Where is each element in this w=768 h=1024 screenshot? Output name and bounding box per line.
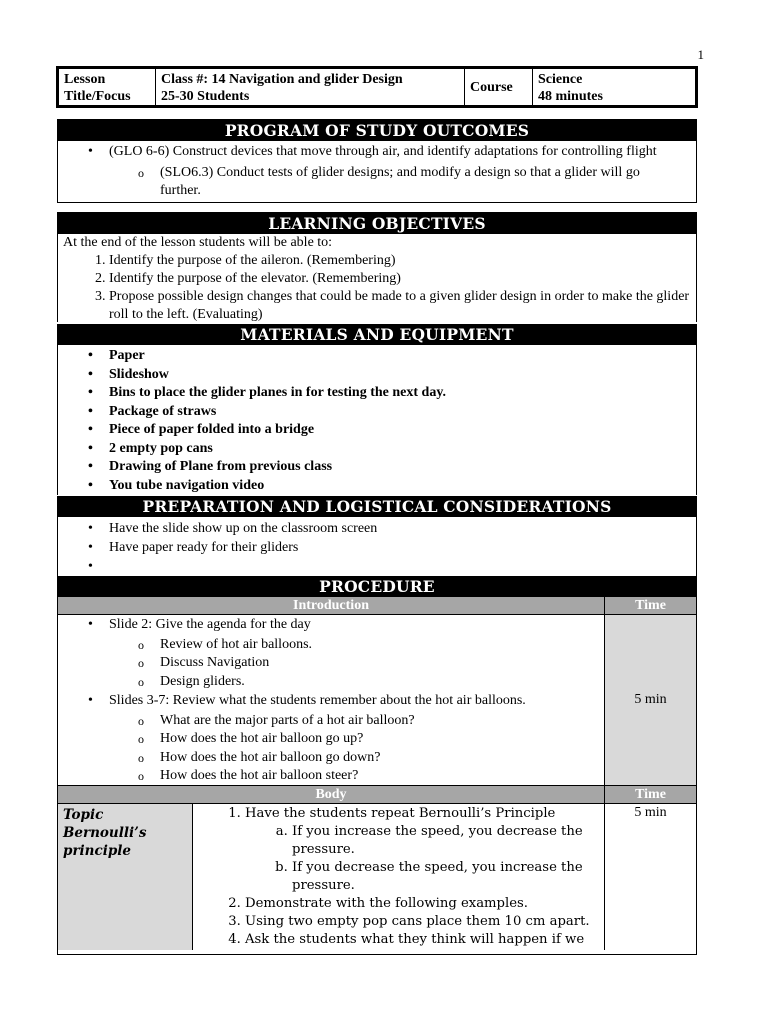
body-step: 3. Using two empty pop cans place them 10 cm apart. [245, 913, 604, 931]
procedure-section [57, 576, 697, 955]
intro-time-cell [605, 615, 696, 785]
outcomes-section [57, 119, 697, 203]
body-time-value: 5 min [634, 805, 667, 820]
lesson-title-cell [155, 69, 464, 105]
course-label-cell [464, 69, 532, 105]
body-time-label: Time [635, 787, 666, 802]
body-row [58, 803, 696, 950]
topic-label: Topic [63, 807, 104, 823]
prep-item [109, 557, 696, 576]
subject: Science [538, 72, 583, 87]
lesson-label: Lesson [64, 72, 106, 87]
step-sub-item: a. If you increase the speed, you decrease the pressure. [292, 823, 604, 859]
slo-text-2: further. [160, 183, 201, 198]
class-title: Class #: 14 Navigation and glider Design [161, 72, 403, 87]
introduction-row [58, 614, 696, 786]
duration: 48 minutes [538, 89, 603, 104]
material-item: • Paper [109, 347, 696, 366]
body-label: Body [58, 786, 605, 803]
objectives-heading: LEARNING OBJECTIVES [58, 213, 696, 234]
objectives-intro: At the end of the lesson students will be able to: [63, 235, 333, 250]
intro-sub-item: o Review of hot air balloons. [160, 636, 604, 655]
material-item: • Slideshow [109, 366, 696, 385]
slide2-text: Slide 2: Give the agenda for the day [109, 617, 311, 632]
material-item: • Piece of paper folded into a bridge [109, 421, 696, 440]
intro-bullet [109, 692, 604, 786]
intro-sub-item: o How does the hot air balloon go down? [160, 749, 604, 768]
glo-text: (GLO 6-6) Construct devices that move through air, and identify adaptations for controlling flight [109, 144, 657, 159]
step-sub-item: b. If you decrease the speed, you increase the pressure. [292, 859, 604, 895]
course-label: Course [470, 79, 513, 95]
intro-sub-item: o What are the major parts of a hot air balloon? [160, 712, 604, 731]
intro-sub-item: o How does the hot air balloon steer? [160, 767, 604, 786]
intro-bullet [109, 616, 604, 691]
materials-section [57, 324, 697, 495]
prep-item: • Have the slide show up on the classroom screen [109, 519, 696, 538]
material-item: • 2 empty pop cans [109, 440, 696, 459]
students-count: 25-30 Students [161, 89, 250, 104]
body-header-row [58, 786, 696, 803]
material-item: • Package of straws [109, 403, 696, 422]
glo-item [109, 143, 696, 201]
slo-text-1: (SLO6.3) Conduct tests of glider designs; and modify a design so that a glider will go [160, 164, 640, 180]
prep-heading: PREPARATION AND LOGISTICAL CONSIDERATIONS [58, 496, 696, 517]
materials-heading: MATERIALS AND EQUIPMENT [58, 324, 696, 345]
material-item: • Drawing of Plane from previous class [109, 458, 696, 477]
outcomes-heading: PROGRAM OF STUDY OUTCOMES [58, 120, 696, 141]
introduction-content [58, 615, 605, 785]
material-item: • Bins to place the glider planes in for testing the next day. [109, 384, 696, 403]
body-step: 2. Demonstrate with the following examples. [245, 895, 604, 913]
topic-cell [58, 804, 193, 950]
step-1-text: Have the students repeat Bernoulli’s Principle [245, 806, 556, 821]
lesson-title-label-cell [59, 69, 155, 105]
body-step: 4. Ask the students what they think will happen if we [245, 931, 604, 949]
intro-sub-item: o Design gliders. [160, 673, 604, 692]
introduction-header-row [58, 597, 696, 614]
intro-sub-item: o How does the hot air balloon go up? [160, 730, 604, 749]
slo-item [160, 164, 696, 201]
body-step [245, 805, 604, 895]
objective-item: 2. Identify the purpose of the elevator. (Remembering) [109, 270, 696, 288]
objectives-section [57, 212, 697, 322]
topic-name-1: Bernoulli’s [63, 825, 147, 841]
lesson-header-table [56, 66, 698, 108]
intro-time-label: Time [635, 598, 666, 613]
material-item: • You tube navigation video [109, 477, 696, 496]
intro-time-value: 5 min [634, 692, 667, 707]
page-number: 1 [697, 47, 704, 62]
intro-sub-item: o Discuss Navigation [160, 654, 604, 673]
prep-section [57, 496, 697, 576]
prep-item: • Have paper ready for their gliders [109, 538, 696, 557]
objective-item: 3. Propose possible design changes that could be made to a given glider design in order to make the glider roll to the left. (Evaluating) [109, 288, 696, 324]
body-steps [193, 804, 605, 950]
introduction-label: Introduction [58, 597, 605, 614]
objective-item: 1. Identify the purpose of the aileron. (Remembering) [109, 252, 696, 270]
topic-name-2: principle [63, 843, 132, 859]
course-value-cell [532, 69, 695, 105]
slides37-text: Slides 3-7: Review what the students remember about the hot air balloons. [109, 693, 526, 708]
title-focus-label: Title/Focus [64, 89, 131, 104]
procedure-heading: PROCEDURE [58, 576, 696, 597]
